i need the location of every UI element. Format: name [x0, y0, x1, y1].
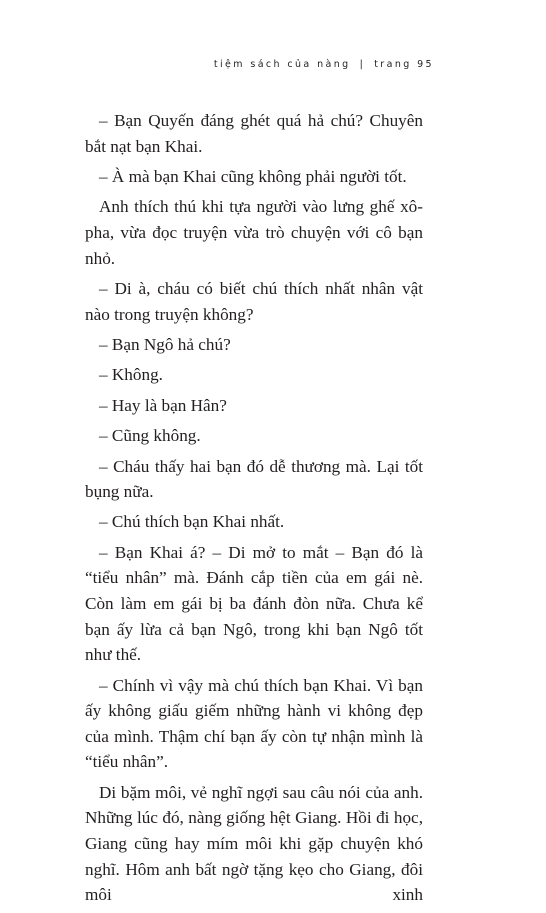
paragraph: – Bạn Ngô hả chú?: [99, 334, 231, 354]
paragraph: – Di à, cháu có biết chú thích nhất nhân vật nào trong truyện không?: [85, 278, 423, 324]
page-number: trang 95: [374, 59, 434, 70]
paragraph: – Chú thích bạn Khai nhất.: [99, 512, 285, 532]
body-text: [85, 108, 423, 913]
paragraph: Di bặm môi, vẻ nghĩ ngợi sau câu nói của anh. Những lúc đó, nàng giống hệt Giang. Hồi đi học, Giang cũng hay mím môi khi gặp chuyện khó nghĩ. Hôm anh bất ngờ tặng kẹo cho Giang, đôi môi xinh: [85, 782, 423, 905]
paragraph: Anh thích thú khi tựa người vào lưng ghế xô-pha, vừa đọc truyện vừa trò chuyện với cô bạn nhỏ.: [85, 197, 423, 268]
paragraph: – Không.: [99, 365, 163, 385]
paragraph: – Cháu thấy hai bạn đó dễ thương mà. Lại tốt bụng nữa.: [85, 456, 423, 502]
paragraph: – Bạn Quyến đáng ghét quá hả chú? Chuyên bắt nạt bạn Khai.: [85, 111, 423, 156]
running-header: [214, 59, 434, 70]
paragraph: – Hay là bạn Hân?: [99, 395, 227, 415]
paragraph: – Cũng không.: [99, 426, 201, 446]
paragraph: – Bạn Khai á? – Di mở to mắt – Bạn đó là “tiểu nhân” mà. Đánh cắp tiền của em gái nè. Còn làm em gái bị ba đánh đòn nữa. Chưa kể bạn ấy lừa cả bạn Ngô, trong khi bạn Ngô tốt như thế.: [85, 542, 423, 665]
header-separator: |: [359, 59, 366, 70]
book-title: tiệm sách của nàng: [213, 59, 351, 70]
paragraph: – À mà bạn Khai cũng không phải người tốt.: [99, 166, 407, 186]
paragraph: – Chính vì vậy mà chú thích bạn Khai. Vì bạn ấy không giấu giếm những hành vi không đẹp của mình. Thậm chí bạn ấy còn tự nhận mình là “tiểu nhân”.: [85, 675, 423, 772]
